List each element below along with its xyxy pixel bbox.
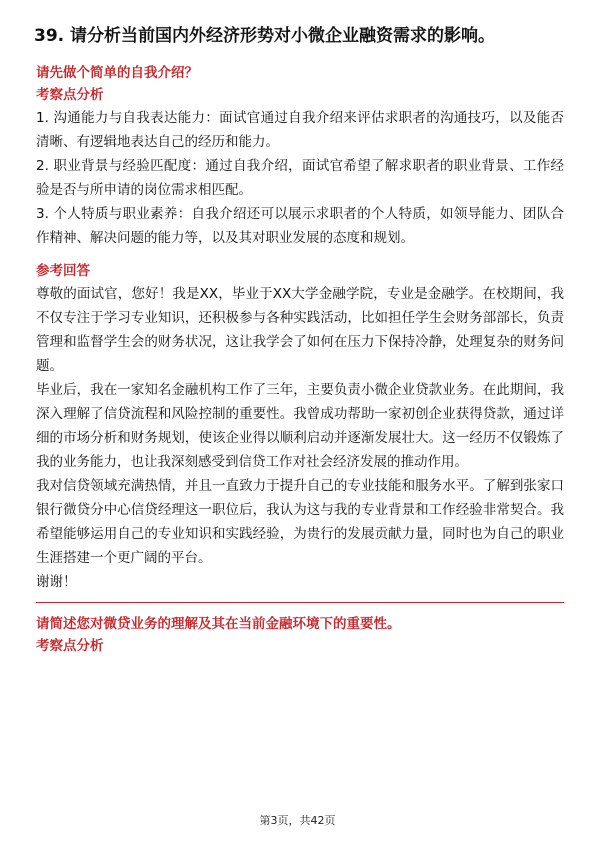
answer-paragraph-2: 毕业后，我在一家知名金融机构工作了三年，主要负责小微企业贷款业务。在此期间，我深入理解了信贷流程和风险控制的重要性。我曾成功帮助一家初创企业获得贷款，通过详细的市场分析和财务规划，使该企业得以顺利启动并逐渐发展壮大。这一经历不仅锻炼了我的业务能力，也让我深刻感受到信贷工作对社会经济发展的推动作用。: [36, 382, 564, 470]
section1-prompt: 请先做个简单的自我介绍？: [36, 65, 198, 81]
section-divider: [36, 602, 564, 603]
page-number: 第3页，共42页: [259, 814, 336, 827]
analysis-point-2: 2. 职业背景与经验匹配度：通过自我介绍，面试官希望了解求职者的职业背景、工作经验是否与所申请的岗位需求相匹配。: [36, 158, 564, 198]
analysis-point-1: 1. 沟通能力与自我表达能力：面试官通过自我介绍来评估求职者的沟通技巧，以及能否清晰、有逻辑地表达自己的经历和能力。: [36, 110, 564, 150]
answer-paragraph-4: 谢谢！: [36, 574, 77, 590]
analysis-point-3: 3. 个人特质与职业素养：自我介绍还可以展示求职者的个人特质，如领导能力、团队合作精神、解决问题的能力等，以及其对职业发展的态度和规划。: [36, 206, 564, 246]
answer-title: 参考回答: [36, 263, 90, 279]
answer-paragraph-1: 尊敬的面试官，您好！我是XX，毕业于XX大学金融学院，专业是金融学。在校期间，我不仅专注于学习专业知识，还积极参与各种实践活动，比如担任学生会财务部部长，负责管理和监督学生会的财务状况，这让我学会了如何在压力下保持冷静，处理复杂的财务问题。: [36, 286, 564, 374]
section1-analysis-title: 考察点分析: [36, 87, 104, 103]
page-content: [36, 62, 564, 657]
answer-paragraph-3: 我对信贷领域充满热情，并且一直致力于提升自己的专业技能和服务水平。了解到张家口银行微贷分中心信贷经理这一职位后，我认为这与我的专业背景和工作经验非常契合。我希望能够运用自己的专业知识和实践经验，为贵行的发展贡献力量，同时也为自己的职业生涯搭建一个更广阔的平台。: [36, 478, 564, 566]
question-heading: 39. 请分析当前国内外经济形势对小微企业融资需求的影响。: [34, 26, 496, 46]
section2-analysis-title: 考察点分析: [36, 638, 104, 654]
section2-prompt: 请简述您对微贷业务的理解及其在当前金融环境下的重要性。: [36, 616, 401, 632]
